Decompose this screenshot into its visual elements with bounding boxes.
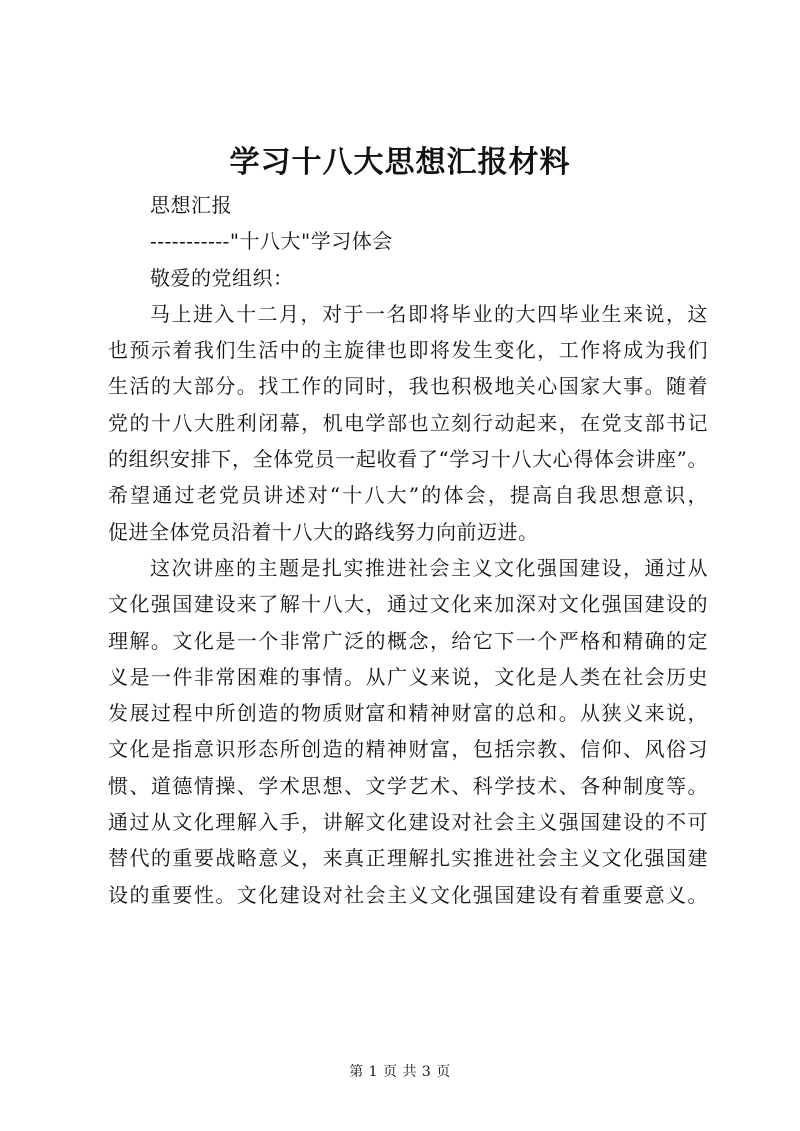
body-line: 思想汇报 bbox=[150, 193, 232, 217]
body-line: 惯、道德情操、学术思想、文学艺术、科学技术、各种制度等。 bbox=[108, 773, 708, 798]
body-line: 希望通过老党员讲述对“十八大”的体会，提高自我思想意识， bbox=[108, 483, 708, 508]
body-line: 文化强国建设来了解十八大，通过文化来加深对文化强国建设的 bbox=[108, 592, 708, 617]
body-line: 发展过程中所创造的物质财富和精神财富的总和。从狭义来说， bbox=[108, 701, 708, 726]
document-body bbox=[108, 187, 708, 913]
body-line: 义是一件非常困难的事情。从广义来说，文化是人类在社会历史 bbox=[108, 664, 708, 689]
body-line: 党的十八大胜利闭幕，机电学部也立刻行动起来，在党支部书记 bbox=[108, 410, 708, 435]
page-footer: 第 1 页 共 3 页 bbox=[349, 1064, 451, 1080]
body-line: 通过从文化理解入手，讲解文化建设对社会主义强国建设的不可 bbox=[108, 810, 708, 835]
body-line: 也预示着我们生活中的主旋律也即将发生变化，工作将成为我们 bbox=[108, 338, 708, 363]
body-line: 设的重要性。文化建设对社会主义文化强国建设有着重要意义。 bbox=[108, 882, 708, 907]
body-line: 马上进入十二月，对于一名即将毕业的大四毕业生来说，这 bbox=[150, 301, 708, 326]
body-line: 生活的大部分。找工作的同时，我也积极地关心国家大事。随着 bbox=[108, 374, 708, 399]
body-line: 替代的重要战略意义，来真正理解扎实推进社会主义文化强国建 bbox=[108, 846, 708, 871]
body-line: -----------"十八大"学习体会 bbox=[150, 229, 393, 254]
body-line: 文化是指意识形态所创造的精神财富，包括宗教、信仰、风俗习 bbox=[108, 737, 708, 762]
document-title: 学习十八大思想汇报材料 bbox=[229, 145, 571, 180]
body-line: 促进全体党员沿着十八大的路线努力向前迈进。 bbox=[108, 519, 539, 544]
body-line: 这次讲座的主题是扎实推进社会主义文化强国建设，通过从 bbox=[150, 555, 708, 580]
body-line: 的组织安排下，全体党员一起收看了“学习十八大心得体会讲座”。 bbox=[108, 447, 708, 472]
body-line: 理解。文化是一个非常广泛的概念，给它下一个严格和精确的定 bbox=[108, 628, 708, 653]
body-line: 敬爱的党组织： bbox=[150, 265, 294, 290]
